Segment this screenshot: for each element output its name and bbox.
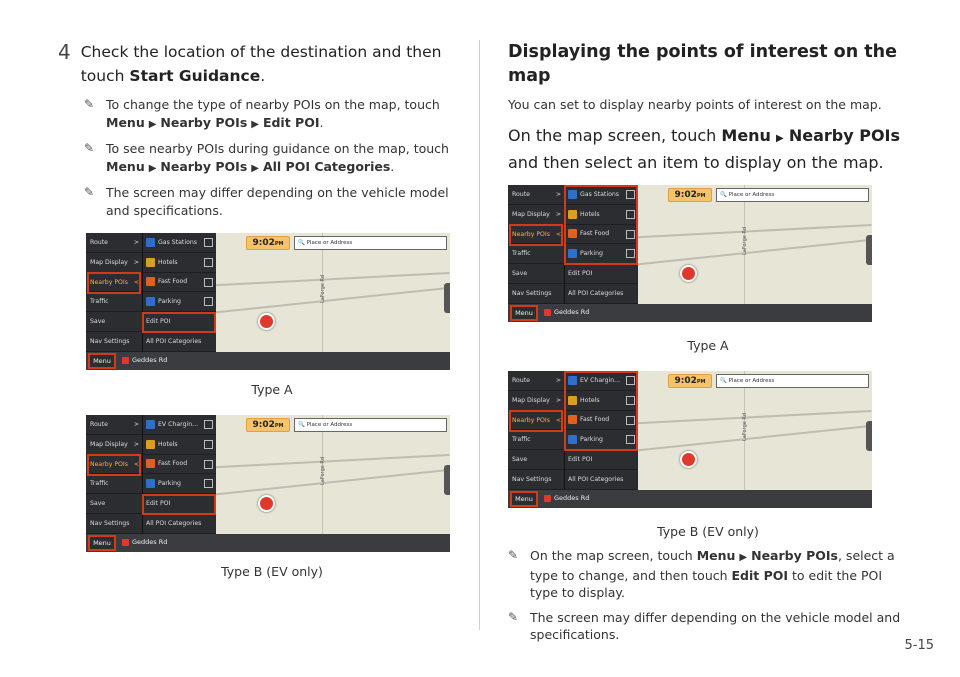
arrow-icon: ▶: [739, 552, 748, 563]
nav-menu-item[interactable]: Route >: [508, 371, 564, 391]
left-notes: [84, 96, 458, 219]
nav-menu-item[interactable]: Traffic: [508, 244, 564, 264]
checkbox[interactable]: [626, 190, 635, 199]
nav-menu-item[interactable]: Nearby POIs <: [508, 225, 564, 245]
arrow-icon: ▶: [148, 162, 157, 174]
poi-icon: [146, 479, 155, 488]
menu-button[interactable]: Menu: [88, 353, 116, 369]
note-icon: ✎: [508, 548, 519, 562]
poi-icon: [146, 459, 155, 468]
page-number: 5-15: [904, 638, 934, 653]
search-input[interactable]: 🔍 Place or Address: [716, 374, 869, 388]
clock: 9:02PM: [668, 374, 712, 388]
poi-submenu-item[interactable]: Parking: [565, 244, 638, 264]
poi-submenu-item[interactable]: Fast Food: [143, 273, 216, 293]
note-icon: ✎: [508, 609, 519, 624]
nav-menu: [508, 185, 564, 304]
screenshot-type-a: [86, 233, 450, 370]
poi-icon: [146, 277, 155, 286]
right-notes: [508, 547, 908, 644]
poi-submenu-item[interactable]: All POI Categories: [143, 332, 216, 352]
poi-icon: [568, 190, 577, 199]
road-label: LaForge Rd: [320, 456, 326, 485]
nav-menu-item[interactable]: Nav Settings: [508, 284, 564, 304]
bottom-bar: Menu Geddes Rd: [508, 304, 872, 322]
note-icon: ✎: [84, 141, 95, 155]
search-input[interactable]: 🔍 Place or Address: [716, 188, 869, 202]
checkbox[interactable]: [204, 460, 213, 469]
bottom-bar: Menu Geddes Rd: [508, 490, 872, 508]
caption-type-a: Type A: [687, 338, 729, 353]
poi-icon: [568, 249, 577, 258]
poi-icon: [568, 376, 577, 385]
nav-menu-item[interactable]: Traffic: [508, 430, 564, 450]
checkbox[interactable]: [626, 416, 635, 425]
note-item: ✎ The screen may differ depending on the vehicle model and specifications.: [84, 185, 449, 218]
nav-menu-item[interactable]: Route >: [508, 185, 564, 205]
menu-button[interactable]: Menu: [88, 535, 116, 551]
poi-submenu-item[interactable]: Hotels: [143, 435, 216, 455]
nav-menu-item[interactable]: Traffic: [86, 474, 142, 494]
caption-type-a: Type A: [251, 382, 293, 397]
poi-submenu-item[interactable]: Edit POI: [565, 450, 638, 470]
checkbox[interactable]: [626, 230, 635, 239]
road-label: LaForge Rd: [320, 274, 326, 303]
poi-submenu-item[interactable]: EV Chargin...: [143, 415, 216, 435]
arrow-icon: ▶: [148, 118, 157, 130]
right-column: [508, 40, 908, 651]
poi-submenu-item[interactable]: Gas Stations: [565, 185, 638, 205]
poi-icon: [568, 229, 577, 238]
poi-submenu: [564, 371, 638, 490]
poi-submenu-item[interactable]: Fast Food: [565, 225, 638, 245]
screenshot-type-a: [508, 185, 872, 322]
poi-submenu-item[interactable]: Hotels: [143, 253, 216, 273]
nav-menu: [86, 233, 142, 352]
checkbox[interactable]: [204, 258, 213, 267]
road-icon: [544, 309, 551, 316]
screenshot-type-b: [86, 415, 450, 552]
caption-type-b: Type B (EV only): [221, 564, 323, 579]
note-item: ✎ The screen may differ depending on the vehicle model and specifications.: [508, 609, 901, 642]
left-column: [58, 40, 458, 597]
step-text: Check the location of the destination and then touch Start Guidance.: [80, 43, 442, 85]
destination-pin-icon: [680, 265, 697, 282]
checkbox[interactable]: [204, 238, 213, 247]
note-item: ✎ On the map screen, touch Menu ▶ Nearby POIs, select a type to change, and then touch Edit POI to edit the POI type to display.: [508, 548, 895, 600]
clock: 9:02PM: [668, 188, 712, 202]
poi-submenu-item[interactable]: Edit POI: [143, 312, 216, 332]
checkbox[interactable]: [204, 440, 213, 449]
nav-menu: [86, 415, 142, 534]
poi-submenu-item[interactable]: Parking: [143, 292, 216, 312]
poi-submenu-item[interactable]: All POI Categories: [565, 470, 638, 490]
poi-submenu-item[interactable]: Parking: [143, 474, 216, 494]
nav-menu-item[interactable]: Nav Settings: [86, 514, 142, 534]
section-heading: Displaying the points of interest on the map: [508, 42, 897, 86]
nav-menu-item[interactable]: Nav Settings: [508, 470, 564, 490]
poi-submenu-item[interactable]: EV Chargin...: [565, 371, 638, 391]
clock: 9:02PM: [246, 418, 290, 432]
note-item: ✎ To change the type of nearby POIs on the map, touch Menu ▶ Nearby POIs ▶ Edit POI.: [84, 96, 458, 133]
road-icon: [122, 357, 129, 364]
instruction: On the map screen, touch Menu ▶ Nearby POIs and then select an item to display on the map.: [508, 126, 901, 172]
poi-icon: [568, 396, 577, 405]
poi-icon: [146, 440, 155, 449]
note-icon: ✎: [84, 97, 95, 111]
search-input[interactable]: 🔍 Place or Address: [294, 236, 447, 250]
arrow-icon: ▶: [251, 162, 259, 174]
poi-submenu-item[interactable]: Fast Food: [143, 455, 216, 475]
nav-menu-item[interactable]: Traffic: [86, 292, 142, 312]
poi-submenu-item[interactable]: Hotels: [565, 391, 638, 411]
nav-menu-item[interactable]: Route >: [86, 233, 142, 253]
road-label: LaForge Rd: [742, 412, 748, 441]
arrow-icon: ▶: [251, 118, 259, 130]
poi-icon: [568, 435, 577, 444]
poi-submenu-item[interactable]: Hotels: [565, 205, 638, 225]
destination-pin-icon: [258, 495, 275, 512]
checkbox[interactable]: [626, 396, 635, 405]
checkbox[interactable]: [204, 479, 213, 488]
nav-menu-item[interactable]: Save: [86, 312, 142, 332]
side-handle[interactable]: [444, 283, 450, 313]
clock: 9:02PM: [246, 236, 290, 250]
nav-menu-item[interactable]: Map Display >: [86, 253, 142, 273]
nav-menu-item[interactable]: Save: [508, 450, 564, 470]
poi-submenu-item[interactable]: All POI Categories: [143, 514, 216, 534]
note-item: ✎ To see nearby POIs during guidance on the map, touch Menu ▶ Nearby POIs ▶ All POI Categories.: [84, 140, 458, 177]
poi-submenu: [142, 233, 216, 352]
nav-menu-item[interactable]: Map Display >: [508, 205, 564, 225]
caption-type-b: Type B (EV only): [657, 524, 759, 539]
nav-menu-item[interactable]: Save: [86, 494, 142, 514]
poi-submenu-item[interactable]: Gas Stations: [143, 233, 216, 253]
nav-menu-item[interactable]: Map Display >: [86, 435, 142, 455]
nav-menu-item[interactable]: Map Display >: [508, 391, 564, 411]
poi-icon: [568, 415, 577, 424]
checkbox[interactable]: [626, 435, 635, 444]
screenshot-type-b: [508, 371, 872, 508]
road-icon: [544, 495, 551, 502]
nav-menu-item[interactable]: Nearby POIs <: [508, 411, 564, 431]
step-4: [58, 40, 458, 88]
poi-icon: [146, 258, 155, 267]
step-number: 4: [58, 40, 71, 64]
checkbox[interactable]: [626, 210, 635, 219]
nav-menu-item[interactable]: Save: [508, 264, 564, 284]
checkbox[interactable]: [626, 249, 635, 258]
poi-submenu: [564, 185, 638, 304]
poi-submenu: [142, 415, 216, 534]
note-icon: ✎: [84, 185, 95, 199]
search-input[interactable]: 🔍 Place or Address: [294, 418, 447, 432]
nav-menu-item[interactable]: Route >: [86, 415, 142, 435]
destination-pin-icon: [258, 313, 275, 330]
poi-submenu-item[interactable]: Parking: [565, 430, 638, 450]
poi-icon: [146, 297, 155, 306]
checkbox[interactable]: [204, 278, 213, 287]
menu-button[interactable]: Menu: [510, 305, 538, 321]
nav-menu-item[interactable]: Nearby POIs <: [86, 455, 142, 475]
poi-submenu-item[interactable]: Fast Food: [565, 411, 638, 431]
side-handle[interactable]: [866, 235, 872, 265]
side-handle[interactable]: [866, 421, 872, 451]
nav-menu-item[interactable]: Nav Settings: [86, 332, 142, 352]
poi-icon: [146, 420, 155, 429]
section-intro: You can set to display nearby points of interest on the map.: [508, 97, 882, 112]
menu-button[interactable]: Menu: [510, 491, 538, 507]
checkbox[interactable]: [626, 376, 635, 385]
bottom-bar: Menu Geddes Rd: [86, 352, 450, 370]
poi-submenu-item[interactable]: Edit POI: [565, 264, 638, 284]
nav-menu: [508, 371, 564, 490]
checkbox[interactable]: [204, 297, 213, 306]
road-label: LaForge Rd: [742, 226, 748, 255]
checkbox[interactable]: [204, 420, 213, 429]
road-icon: [122, 539, 129, 546]
poi-icon: [146, 238, 155, 247]
destination-pin-icon: [680, 451, 697, 468]
poi-icon: [568, 210, 577, 219]
nav-menu-item[interactable]: Nearby POIs <: [86, 273, 142, 293]
poi-submenu-item[interactable]: All POI Categories: [565, 284, 638, 304]
side-handle[interactable]: [444, 465, 450, 495]
column-divider: [479, 40, 480, 630]
arrow-icon: ▶: [776, 133, 784, 144]
poi-submenu-item[interactable]: Edit POI: [143, 494, 216, 514]
bottom-bar: Menu Geddes Rd: [86, 534, 450, 552]
